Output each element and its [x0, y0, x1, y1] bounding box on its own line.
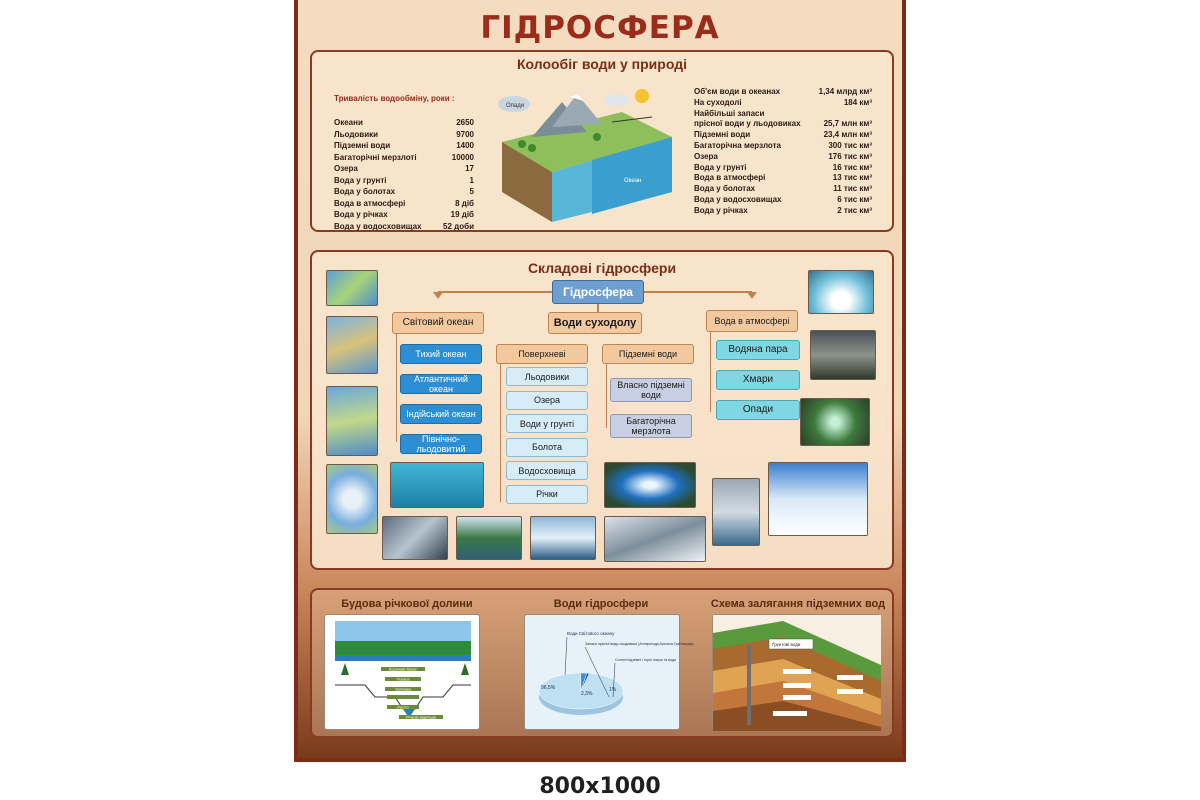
exchange-duration-list [334, 94, 474, 232]
exchange-value: 1400 [456, 141, 474, 150]
map-image-pacific [326, 270, 378, 306]
ground-title: Схема залягання підземних вод [710, 598, 886, 610]
exchange-value: 10000 [451, 152, 474, 162]
volume-value: 2 тис км³ [837, 205, 872, 215]
arrow-atmosphere [747, 292, 757, 299]
valley-label-floodplain: Заплава [395, 686, 411, 692]
photo-clouds [768, 462, 868, 536]
exchange-label: Вода у болотах [334, 187, 396, 196]
exchange-label: Вода у річках [334, 210, 388, 219]
map-image-arctic [326, 464, 378, 534]
exchange-label: Підземні води [334, 141, 391, 150]
exchange-row [334, 175, 474, 187]
valley-label-bank: Корінний берег [388, 666, 418, 672]
volume-value: 25,7 млн км³ [823, 119, 872, 129]
volume-label: прісної води у льодовиках [694, 119, 801, 129]
exchange-label: Багаторічні мерзлоті [334, 152, 417, 162]
groundwater-card [712, 614, 880, 730]
surface-item: Озера [506, 391, 588, 410]
volume-row [694, 98, 872, 109]
exchange-label: Вода в атмосфері [334, 198, 406, 208]
volume-value: 16 тис км³ [832, 162, 872, 172]
valley-label-deposits: Річкові відклади [405, 714, 437, 720]
exchange-value: 9700 [456, 129, 474, 139]
underground-item: Власно підземні води [610, 378, 692, 402]
volume-label: Вода у водосховищах [694, 194, 782, 204]
exchange-row [334, 117, 474, 129]
volume-value: 1,34 млрд км³ [818, 87, 872, 96]
photo-underwater [390, 462, 484, 508]
volume-value: 300 тис км³ [828, 140, 872, 150]
exchange-label: Вода у грунті [334, 175, 387, 185]
pie-value-glaciers: 2,3% [581, 691, 593, 697]
exchange-duration-header: Тривалість водообміну, роки : [334, 94, 455, 103]
poster-title: ГІДРОСФЕРА [480, 10, 720, 46]
exchange-value: 19 діб [450, 210, 474, 219]
waters-card [524, 614, 694, 730]
valley-label-channel: Русло [397, 704, 409, 710]
volume-row [694, 130, 872, 141]
volume-label: Вода у річках [694, 205, 748, 215]
volume-value: 13 тис км³ [832, 173, 872, 183]
exchange-value: 5 [469, 187, 474, 196]
surface-item: Льодовики [506, 367, 588, 386]
exchange-row [334, 186, 474, 198]
map-image-indian [326, 386, 378, 456]
photo-iceberg [530, 516, 596, 560]
ocean-vline [396, 334, 397, 442]
map-image-atlantic [326, 316, 378, 374]
groundwater-diagram [713, 615, 881, 731]
surface-item: Водосховища [506, 461, 588, 480]
components-panel [310, 250, 894, 570]
volume-value: 6 тис км³ [837, 194, 872, 204]
photo-river [382, 516, 448, 560]
exchange-label: Озера [334, 164, 358, 173]
atmosphere-box: Вода в атмосфері [706, 310, 798, 332]
photo-lake-forest [456, 516, 522, 560]
photo-rain-forest [800, 398, 870, 446]
groundwater-label: Ґрунтові води [772, 642, 801, 647]
volume-row [694, 195, 872, 206]
arrow-ocean [433, 292, 443, 299]
valley-label-terrace: Тераса [396, 676, 410, 682]
volume-label: Найбільші запаси [694, 108, 765, 118]
exchange-row [334, 198, 474, 210]
volume-row [694, 109, 872, 120]
connector-left [438, 291, 552, 293]
atmosphere-item: Водяна пара [716, 340, 800, 360]
atmosphere-item: Хмари [716, 370, 800, 390]
ocean-box: Світовий океан [392, 312, 484, 334]
exchange-row [334, 163, 474, 175]
photo-blue-lake [604, 462, 696, 508]
ocean-item: Індійський океан [400, 404, 482, 424]
volume-row [694, 173, 872, 184]
surface-item: Болота [506, 438, 588, 457]
connector-right [644, 291, 752, 293]
volume-row [694, 206, 872, 217]
exchange-row [334, 209, 474, 221]
exchange-value: 52 доби [443, 221, 474, 231]
volume-label: Багаторічна мерзлота [694, 140, 781, 150]
volume-label: Вода у болотах [694, 184, 756, 194]
exchange-label: Вода у водосховищах [334, 221, 422, 231]
photo-geyser [808, 270, 874, 314]
exchange-row [334, 140, 474, 152]
exchange-label: Льодовики [334, 129, 379, 139]
volume-row [694, 152, 872, 163]
water-cycle-panel [310, 50, 894, 232]
ocean-item: Тихий океан [400, 344, 482, 364]
volume-row [694, 184, 872, 195]
ocean-item: Північно-льодовитий [400, 434, 482, 454]
exchange-label: Океани [334, 118, 363, 127]
components-title: Складові гідросфери [527, 260, 677, 276]
surface-item: Річки [506, 485, 588, 504]
underground-item: Багаторічна мерзлота [610, 414, 692, 438]
photo-storm [810, 330, 876, 380]
surface-vline [500, 364, 501, 502]
underground-vline [606, 364, 607, 428]
bottom-panel [310, 588, 894, 738]
poster [294, 0, 906, 762]
exchange-value: 2650 [456, 118, 474, 127]
waters-title: Води гідросфери [553, 598, 649, 610]
volume-label: Вода у грунті [694, 162, 747, 172]
exchange-value: 17 [465, 164, 474, 173]
volume-value: 176 тис км³ [828, 151, 872, 161]
water-cycle-title: Колообіг води у природі [517, 56, 687, 72]
ocean-item: Атлантичний океан [400, 374, 482, 394]
water-volume-list [694, 87, 872, 217]
hydrosphere-root: Гідросфера [552, 280, 644, 304]
volume-label: На суходолі [694, 97, 742, 107]
volume-row [694, 87, 872, 98]
surface-item: Води у грунті [506, 414, 588, 433]
volume-row [694, 163, 872, 174]
pie-value-ocean: 96,5% [541, 685, 556, 691]
exchange-row [334, 129, 474, 141]
volume-value: 11 тис км³ [833, 184, 872, 194]
waters-pie-chart [525, 615, 694, 731]
photo-glacier [604, 516, 706, 562]
atmosphere-vline [710, 332, 711, 412]
exchange-row [334, 221, 474, 233]
valley-card [324, 614, 480, 730]
photo-fjord [712, 478, 760, 546]
connector-land [597, 304, 599, 312]
underground-box: Підземні води [602, 344, 694, 364]
land-waters-box: Води суходолу [548, 312, 642, 334]
valley-diagram [325, 615, 481, 731]
surface-box: Поверхневі [496, 344, 588, 364]
volume-label: Озера [694, 151, 718, 161]
exchange-value: 1 [469, 175, 474, 185]
diagram-label-ocean: Океан [624, 178, 642, 184]
volume-label: Об'єм води в океанах [694, 87, 781, 96]
atmosphere-item: Опади [716, 400, 800, 420]
valley-title: Будова річкової долини [341, 598, 473, 610]
diagram-label-clouds: Опади [506, 103, 525, 109]
pie-label-saline: Солоні підземні і горні озера та води [615, 658, 676, 662]
volume-row [694, 119, 872, 130]
volume-row [694, 141, 872, 152]
pie-label-ocean: Води Світового океану [567, 631, 615, 636]
volume-value: 23,4 млн км³ [823, 130, 872, 140]
volume-label: Вода в атмосфері [694, 173, 766, 183]
water-cycle-diagram [492, 82, 682, 232]
size-caption: 800x1000 [539, 774, 661, 799]
exchange-row [334, 152, 474, 164]
pie-value-saline: 1% [609, 687, 617, 693]
pie-label-glaciers: Запаси прісної води-льодовики (Антарктида,Арктика,Гренландія) [585, 642, 694, 646]
volume-value: 184 км³ [843, 97, 872, 107]
volume-label: Підземні води [694, 130, 751, 140]
exchange-value: 8 діб [455, 198, 474, 208]
